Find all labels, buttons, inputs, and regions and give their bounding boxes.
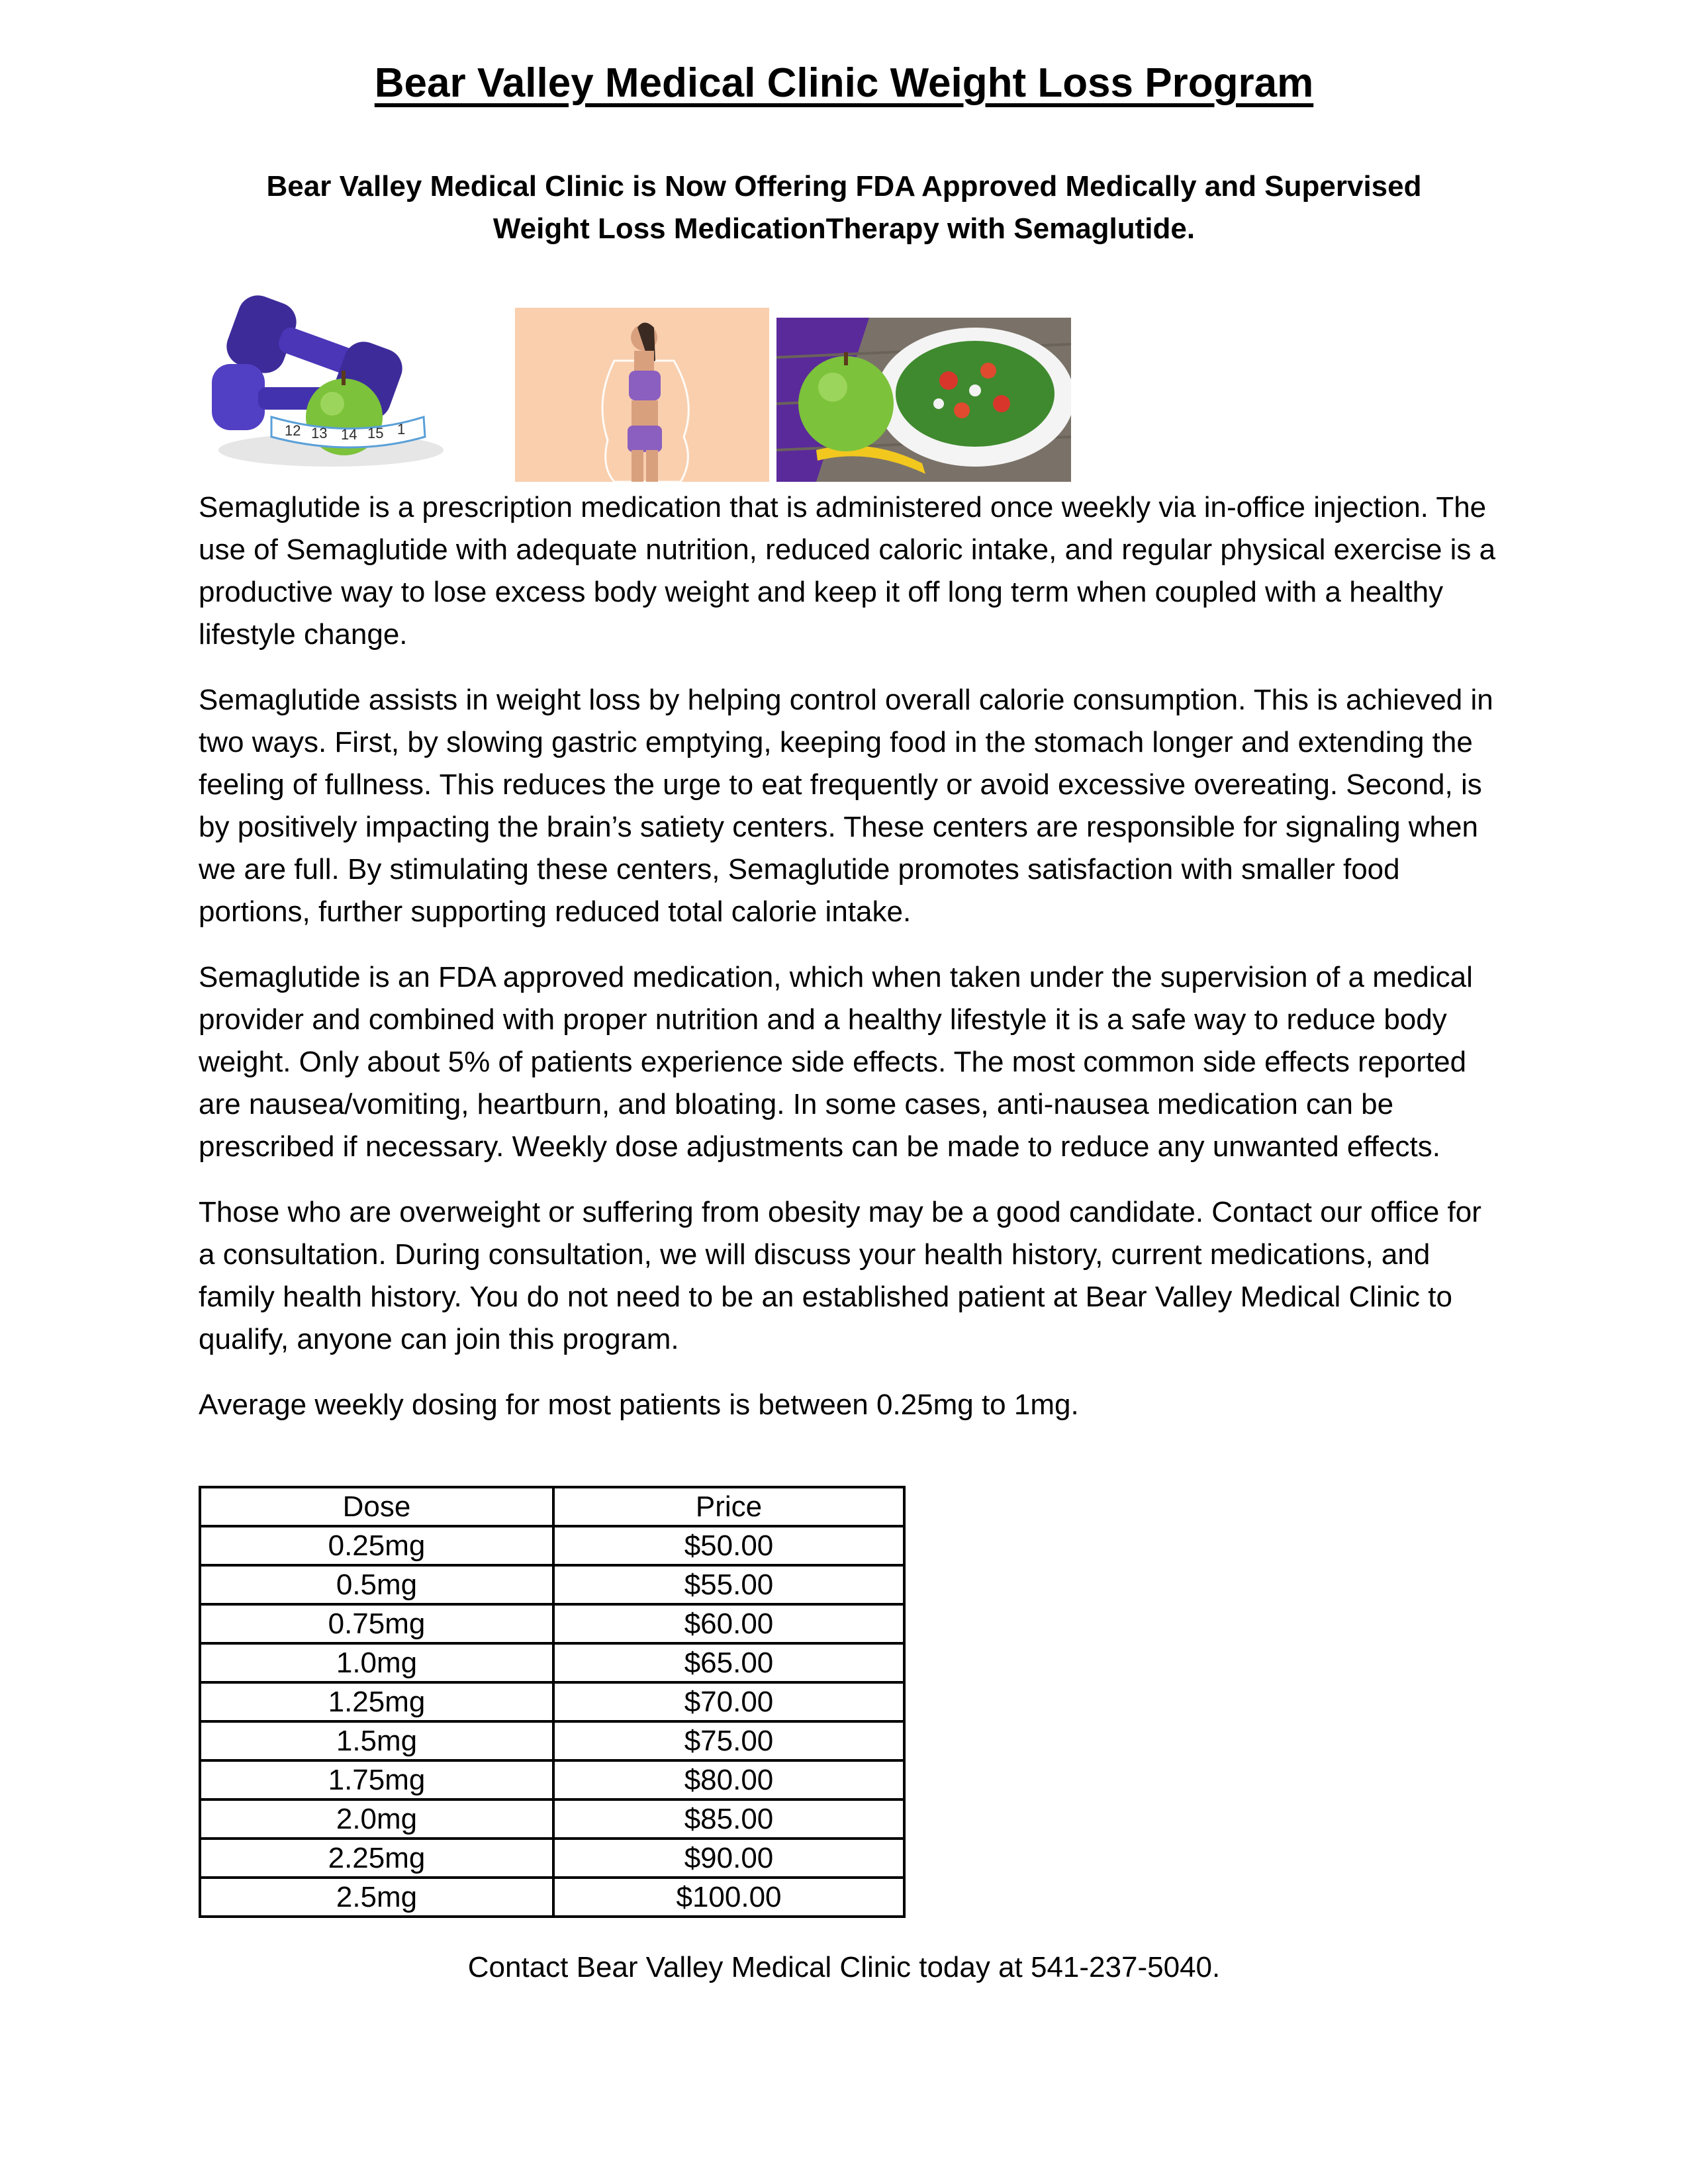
- paragraph-intro: Semaglutide is a prescription medication that is administered once weekly via in-office injection. The use of Semaglutide with adequate nutrition, reduced caloric intake, and regular physical exercise is a productive way to lose excess body weight and keep it off long term when coupled with a healthy lifestyle change.: [199, 491, 1496, 651]
- table-header-row: [200, 1487, 904, 1526]
- price-cell: $100.00: [553, 1878, 904, 1917]
- paragraph-dosing: Average weekly dosing for most patients is between 0.25mg to 1mg.: [199, 1388, 1079, 1421]
- table-row: [200, 1565, 904, 1604]
- table-row: [200, 1799, 904, 1839]
- column-header-price: Price: [553, 1487, 904, 1526]
- table-row: [200, 1839, 904, 1878]
- table-row: [200, 1878, 904, 1917]
- price-cell: $55.00: [553, 1565, 904, 1604]
- paragraph-safety: Semaglutide is an FDA approved medication, which when taken under the supervision of a medical provider and combined with proper nutrition and a healthy lifestyle it is a safe way to reduce body weight. Only about 5% of patients experience side effects. The most common side effects reported are nausea/vomiting, heartburn, and bloating. In some cases, anti-nausea medication can be prescribed if necessary. Weekly dose adjustments can be made to reduce any unwanted effects.: [199, 961, 1473, 1163]
- dose-cell: 0.25mg: [200, 1526, 553, 1565]
- tape-number-1: 1: [397, 421, 406, 437]
- table-row: [200, 1526, 904, 1565]
- price-cell: $70.00: [553, 1682, 904, 1721]
- tape-number-12: 12: [285, 422, 301, 439]
- paragraph-candidates: Those who are overweight or suffering from obesity may be a good candidate. Contact our office for a consultation. During consultation, we will discuss your health history, current medications, and family health history. You do not need to be an established patient at Bear Valley Medical Clinic to qualify, anyone can join this program.: [199, 1196, 1481, 1355]
- contact-line: Contact Bear Valley Medical Clinic today at 541-237-5040.: [467, 1951, 1221, 1983]
- price-cell: $60.00: [553, 1604, 904, 1643]
- dose-cell: 1.5mg: [200, 1721, 553, 1760]
- price-cell: $80.00: [553, 1760, 904, 1799]
- page-title: Bear Valley Medical Clinic Weight Loss Program: [374, 60, 1314, 106]
- body-text: [199, 486, 1496, 1449]
- dose-cell: 0.5mg: [200, 1565, 553, 1604]
- table-row: [200, 1604, 904, 1643]
- dose-cell: 1.0mg: [200, 1643, 553, 1682]
- dose-cell: 1.75mg: [200, 1760, 553, 1799]
- dose-cell: 2.5mg: [200, 1878, 553, 1917]
- dose-cell: 1.25mg: [200, 1682, 553, 1721]
- table-row: [200, 1682, 904, 1721]
- table-row: [200, 1760, 904, 1799]
- price-cell: $85.00: [553, 1799, 904, 1839]
- column-header-dose: Dose: [200, 1487, 553, 1526]
- dose-cell: 2.25mg: [200, 1839, 553, 1878]
- dose-price-table: [199, 1486, 906, 1918]
- subtitle-line-2: Weight Loss MedicationTherapy with Semaglutide.: [492, 212, 1196, 245]
- dose-cell: 0.75mg: [200, 1604, 553, 1643]
- table-row: [200, 1721, 904, 1760]
- price-cell: $90.00: [553, 1839, 904, 1878]
- tape-number-13: 13: [311, 425, 328, 441]
- subtitle: [199, 165, 1489, 250]
- subtitle-line-1: Bear Valley Medical Clinic is Now Offering FDA Approved Medically and Supervised: [266, 170, 1422, 203]
- table-row: [200, 1643, 904, 1682]
- price-cell: $50.00: [553, 1526, 904, 1565]
- price-cell: $65.00: [553, 1643, 904, 1682]
- woman-silhouette-image: [515, 308, 769, 482]
- tape-number-15: 15: [367, 425, 384, 441]
- apple-salad-tape-image: [776, 318, 1071, 482]
- dose-cell: 2.0mg: [200, 1799, 553, 1839]
- price-cell: $75.00: [553, 1721, 904, 1760]
- paragraph-mechanism: Semaglutide assists in weight loss by helping control overall calorie consumption. This is achieved in two ways. First, by slowing gastric emptying, keeping food in the stomach longer and extending the feeling of fullness. This reduces the urge to eat frequently or avoid excessive overeating. Second, is by positively impacting the brain’s satiety centers. These centers are responsible for signaling when we are full. By stimulating these centers, Semaglutide promotes satisfaction with smaller food portions, further supporting reduced total calorie intake.: [199, 684, 1493, 928]
- dumbbells-apple-tape-image: [205, 285, 457, 477]
- image-strip: [0, 278, 1688, 490]
- tape-number-14: 14: [341, 426, 357, 443]
